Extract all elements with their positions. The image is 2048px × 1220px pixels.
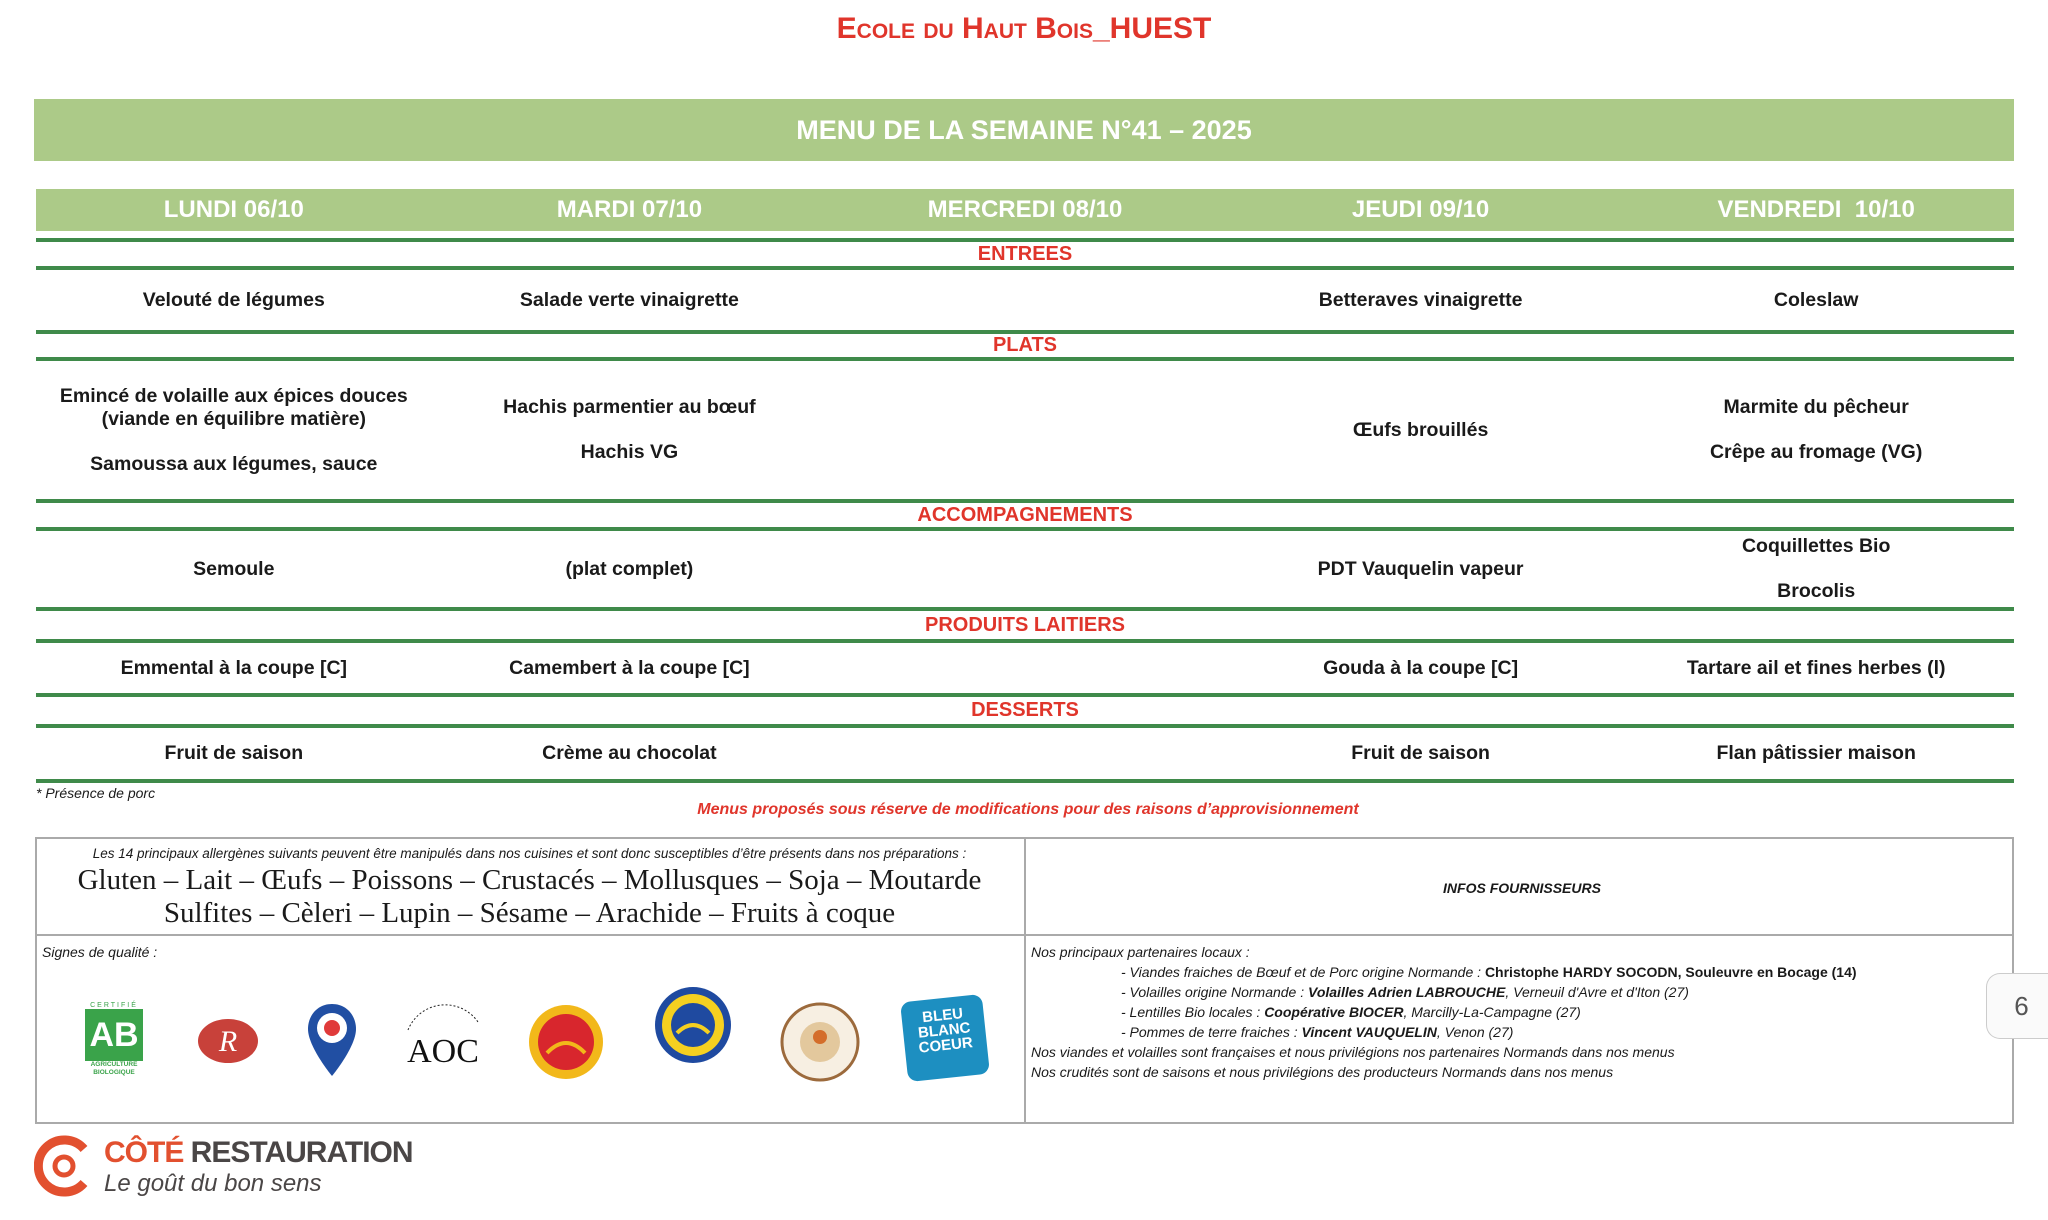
row-plats: [36, 361, 2014, 499]
row-entrees: [36, 270, 2014, 330]
aoc-logo: [398, 1000, 488, 1086]
menu-item: Betteraves vinaigrette: [1318, 288, 1523, 311]
supplier-line: - Pommes de terre fraiches : Vincent VAUQUELIN, Venon (27): [1121, 1024, 1514, 1040]
day-thursday: JEUDI 09/10: [1351, 196, 1490, 223]
divider: [36, 779, 2014, 783]
menu-item: Crème au chocolat: [542, 742, 717, 764]
menu-item: Œufs brouillés: [1352, 418, 1489, 441]
menu-item: Salade verte vinaigrette: [519, 288, 739, 311]
menu-item: PDT Vauquelin vapeur: [1317, 557, 1524, 580]
menu-item: Samoussa aux légumes, sauce: [90, 452, 378, 475]
suppliers-info: [1031, 942, 1857, 1082]
pork-note: * Présence de porc: [36, 785, 156, 801]
supply-note: Menus proposés sous réserve de modifications pour des raisons d’approvisionnement: [697, 801, 1359, 818]
suppliers-outro: Nos viandes et volailles sont françaises et nous privilégions nos partenaires Normands dans nos menus: [1031, 1044, 1675, 1060]
row-accompagnements: [36, 531, 2014, 607]
hve-logo: [780, 1002, 860, 1082]
divider: [36, 693, 2014, 697]
menu-item: (plat complet): [565, 557, 694, 580]
menu-item: Tartare ail et fines herbes (l): [1686, 656, 1946, 679]
section-accompagnements: ACCOMPAGNEMENTS: [917, 504, 1133, 526]
menu-item: Emincé de volaille aux épices douces: [59, 384, 408, 407]
divider: [36, 238, 2014, 242]
igp-logo: [653, 985, 733, 1065]
menu-item: Crêpe au fromage (VG): [1709, 441, 1923, 463]
menu-item: Fruit de saison: [1351, 742, 1490, 764]
suppliers-title: INFOS FOURNISSEURS: [1443, 880, 1601, 896]
menu-item: Semoule: [193, 557, 275, 580]
page-number-tab[interactable]: 6: [1986, 973, 2048, 1039]
allergen-intro: Les 14 principaux allergènes suivants peuvent être manipulés dans nos cuisines et sont donc susceptibles d’être présents dans nos préparations :: [92, 846, 967, 861]
brand-tagline: Le goût du bon sens: [104, 1170, 322, 1197]
quality-label: Signes de qualité :: [42, 944, 158, 960]
day-tuesday: MARDI 07/10: [556, 196, 703, 223]
menu-item: Emmental à la coupe [C]: [120, 656, 348, 679]
divider: [1024, 837, 1026, 1124]
cote-restauration-logo-icon: [34, 1135, 94, 1197]
supplier-line: - Lentilles Bio locales : Coopérative BIOCER, Marcilly-La-Campagne (27): [1121, 1004, 1581, 1020]
row-desserts: [36, 728, 2014, 779]
menu-item: (viande en équilibre matière): [101, 407, 366, 430]
row-laitiers: [36, 643, 2014, 693]
suppliers-outro: Nos crudités sont de saisons et nous privilégions des producteurs Normands dans nos menus: [1031, 1064, 1614, 1080]
allergen-list-2: Sulfites – Cèleri – Lupin – Sésame – Arachide – Fruits à coque: [163, 897, 896, 929]
menu-item: Coquillettes Bio: [1741, 535, 1891, 557]
label-rouge-logo: [195, 1015, 261, 1067]
day-header-row: [36, 189, 2014, 231]
menu-item: Hachis parmentier au bœuf: [503, 396, 756, 418]
menu-item: Brocolis: [1777, 580, 1856, 602]
menu-item: Fruit de saison: [164, 742, 304, 764]
menu-item: Hachis VG: [580, 441, 679, 463]
day-friday: VENDREDI 10/10: [1717, 196, 1915, 223]
day-monday: LUNDI 06/10: [163, 196, 304, 223]
menu-item: Marmite du pêcheur: [1723, 396, 1909, 418]
menu-item: Gouda à la coupe [C]: [1323, 656, 1519, 679]
divider: [36, 499, 2014, 503]
menu-item: Coleslaw: [1773, 288, 1859, 311]
suppliers-intro: Nos principaux partenaires locaux :: [1031, 944, 1250, 960]
divider: [36, 607, 2014, 611]
svg-text:AOC: AOC: [407, 1033, 479, 1070]
supplier-line: - Viandes fraiches de Bœuf et de Porc origine Normande : Christophe HARDY SOCODN, Souleuvre en Bocage (14): [1121, 964, 1857, 980]
section-entrees: ENTREES: [977, 243, 1073, 265]
allergen-list-1: Gluten – Lait – Œufs – Poissons – Crustacés – Mollusques – Soja – Moutarde: [77, 864, 982, 896]
day-wednesday: MERCREDI 08/10: [927, 196, 1123, 223]
brand-name: CÔTÉ RESTAURATION: [104, 1136, 413, 1169]
divider: [35, 934, 2014, 936]
section-laitiers: PRODUITS LAITIERS: [924, 614, 1125, 636]
svg-text:R: R: [218, 1025, 238, 1058]
supplier-line: - Volailles origine Normande : Volailles Adrien LABROUCHE, Verneuil d'Avre et d'Iton (27): [1121, 984, 1689, 1000]
bleu-blanc-coeur-logo: BLEU BLANC COEUR: [900, 994, 990, 1082]
ab-logo: CERTIFIÉ AB AGRICULTURE BIOLOGIQUE: [85, 1002, 143, 1084]
section-desserts: DESSERTS: [971, 699, 1079, 721]
menu-item: Velouté de légumes: [142, 288, 325, 311]
aop-logo: [527, 1003, 605, 1081]
menu-item: Flan pâtissier maison: [1716, 742, 1916, 764]
origin-france-pin-icon: [305, 1002, 359, 1078]
menu-item: Camembert à la coupe [C]: [509, 656, 750, 679]
section-plats: PLATS: [992, 334, 1058, 356]
week-banner: MENU DE LA SEMAINE N°41 – 2025: [34, 99, 2014, 161]
school-title: Ecole du Haut Bois_HUEST: [836, 12, 1212, 45]
